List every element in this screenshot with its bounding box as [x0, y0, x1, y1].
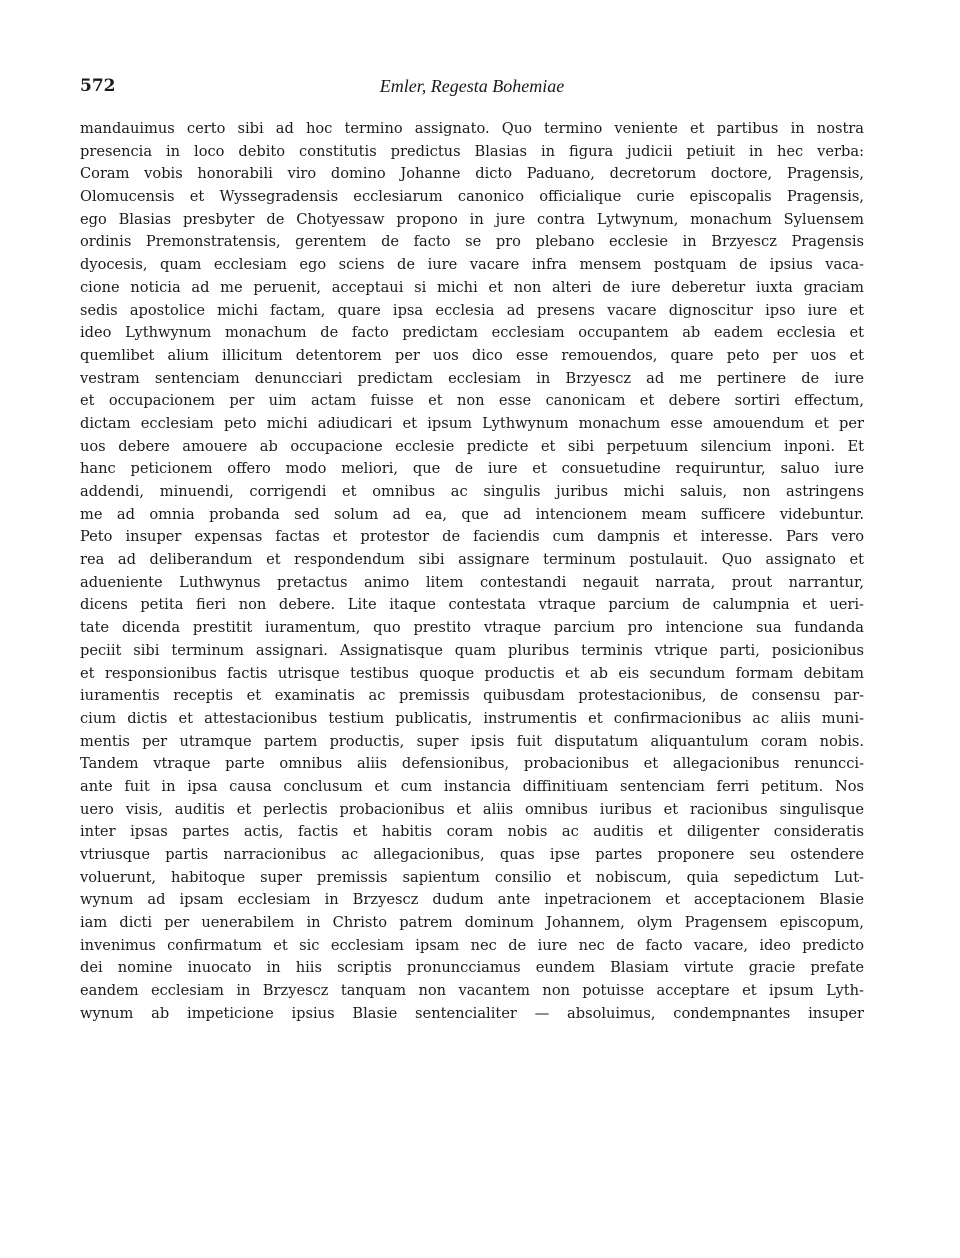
text-line: rea ad deliberandum et respondendum sibi assignare terminum postulauit. Quo assignato et — [80, 551, 864, 569]
text-line: wynum ad ipsam ecclesiam in Brzyescz dudum ante inpetracionem et acceptacionem Blasie — [80, 891, 864, 909]
text-line: eandem ecclesiam in Brzyescz tanquam non vacantem non potuisse acceptare et ipsum Lyth- — [80, 982, 864, 1000]
text-line: inter ipsas partes actis, factis et habitis coram nobis ac auditis et diligenter consideratis — [80, 823, 864, 841]
text-line: mandauimus certo sibi ad hoc termino assignato. Quo termino veniente et partibus in nostra — [80, 120, 864, 137]
text-line: uero visis, auditis et perlectis probacionibus et aliis omnibus iuribus et racionibus singulisque — [80, 800, 864, 818]
text-line: dictam ecclesiam peto michi adiudicari et ipsum Lythwynum monachum esse amouendum et per — [80, 414, 864, 432]
text-line: invenimus confirmatum et sic ecclesiam ipsam nec de iure nec de facto vacare, ideo predicto — [80, 936, 864, 954]
text-line: iam dicti per uenerabilem in Christo patrem dominum Johannem, olym Pragensem episcopum, — [80, 914, 864, 932]
text-line: voluerunt, habitoque super premissis sapientum consilio et nobiscum, quia sepedictum Lut- — [80, 868, 864, 886]
text-line: ordinis Premonstratensis, gerentem de facto se pro plebano ecclesie in Brzyescz Pragensis — [80, 233, 864, 251]
text-line: Peto insuper expensas factas et protestor de faciendis cum dampnis et interesse. Pars vero — [80, 528, 864, 546]
text-line: peciit sibi terminum assignari. Assignatisque quam pluribus terminis vtrique parti, posicionibus — [80, 641, 864, 659]
text-line: et responsionibus factis utrisque testibus quoque productis et ab eis secundum formam debitam — [80, 664, 864, 682]
text-line: wynum ab impeticione ipsius Blasie sentencialiter — absoluimus, condempnantes insuper — [80, 1004, 864, 1022]
text-line: Olomucensis et Wyssegradensis ecclesiarum canonico officialique curie episcopalis Pragensis, — [80, 188, 864, 206]
running-title: Emler, Regesta Bohemiae — [379, 76, 565, 96]
text-line: ego Blasias presbyter de Chotyessaw propono in jure contra Lytwynum, monachum Syluensem — [80, 210, 864, 228]
text-line: iuramentis receptis et examinatis ac premissis quibusdam protestacionibus, de consensu par- — [80, 687, 864, 705]
text-line: addendi, minuendi, corrigendi et omnibus ac singulis juribus michi saluis, non astringens — [80, 483, 864, 500]
text-line: dyocesis, quam ecclesiam ego sciens de iure vacare infra mensem postquam de ipsius vaca- — [80, 256, 864, 274]
text-line: vtriusque partis narracionibus ac allegacionibus, quas ipse partes proponere seu ostendere — [80, 846, 864, 863]
text-line: mentis per utramque partem productis, super ipsis fuit disputatum aliquantulum coram nobis. — [80, 732, 864, 750]
body-text — [80, 118, 864, 1026]
text-line: ante fuit in ipsa causa conclusum et cum instancia diffinitiuam sentenciam ferri petitum. Nos — [80, 777, 864, 795]
text-line: Coram vobis honorabili viro domino Johanne dicto Paduano, decretorum doctore, Pragensis, — [80, 165, 864, 183]
text-line: cium dictis et attestacionibus testium publicatis, instrumentis et confirmacionibus ac aliis muni- — [80, 709, 864, 727]
text-line: sedis apostolice michi factam, quare ipsa ecclesia ad presens vacare dignoscitur ipso iure et — [80, 301, 864, 319]
text-line: ideo Lythwynum monachum de facto predictam ecclesiam occupantem ab eadem ecclesia et — [80, 324, 864, 342]
text-line: dei nomine inuocato in hiis scriptis pronuncciamus eundem Blasiam virtute gracie prefate — [80, 959, 864, 977]
running-head — [80, 74, 864, 102]
text-line: vestram sentenciam denuncciari predictam ecclesiam in Brzyescz ad me pertinere de iure — [80, 369, 864, 387]
text-line: presencia in loco debito constitutis predictus Blasias in figura judicii petiuit in hec verba: — [80, 142, 864, 160]
text-line: dicens petita fieri non debere. Lite itaque contestata vtraque parcium de calumpnia et ueri- — [80, 596, 864, 614]
text-line: tate dicenda prestitit iuramentum, quo prestito vtraque parcium pro intencione sua fundanda — [80, 619, 864, 637]
text-line: quemlibet alium illicitum detentorem per uos dico esse remouendos, quare peto per uos et — [80, 346, 864, 364]
text-line: adueniente Luthwynus pretactus animo litem contestandi negauit narrata, prout narrantur, — [80, 573, 864, 591]
text-line: uos debere amouere ab occupacione ecclesie predicte et sibi perpetuum silencium inponi. Et — [80, 437, 864, 455]
page-number: 572 — [80, 76, 116, 96]
text-line: cione noticia ad me peruenit, acceptaui si michi et non alteri de iure deberetur iuxta graciam — [80, 278, 864, 296]
text-line: me ad omnia probanda sed solum ad ea, que ad intencionem meam sufficere videbuntur. — [80, 505, 864, 523]
text-line: hanc peticionem offero modo meliori, que de iure et consuetudine requiruntur, saluo iure — [80, 460, 864, 478]
text-line: Tandem vtraque parte omnibus aliis defensionibus, probacionibus et allegacionibus renuncci- — [80, 755, 864, 773]
document-page — [80, 74, 864, 1026]
text-line: et occupacionem per uim actam fuisse et non esse canonicam et debere sortiri effectum, — [80, 392, 864, 410]
